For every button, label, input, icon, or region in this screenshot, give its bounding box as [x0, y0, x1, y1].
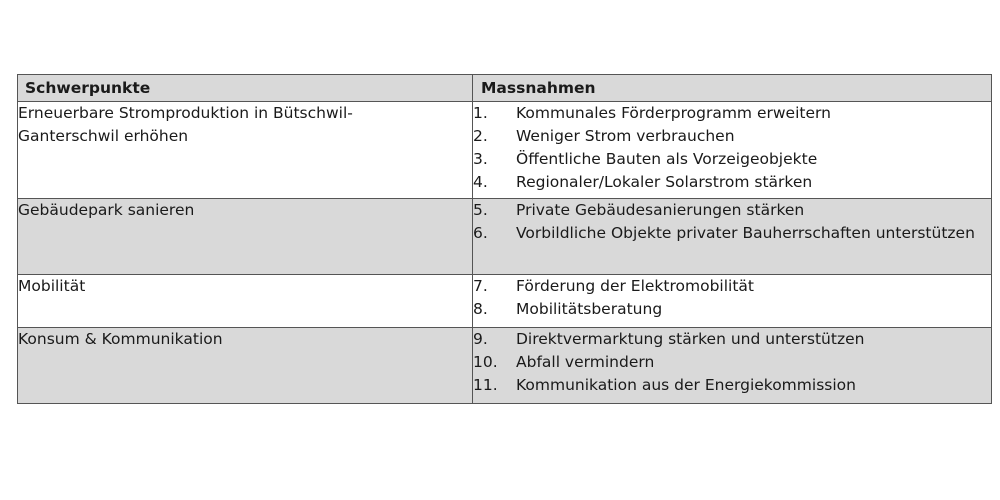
- measure-text: Private Gebäudesanierungen stärken: [516, 201, 805, 219]
- focus-cell: Gebäudepark sanieren: [18, 199, 473, 275]
- measure-number: 5.: [473, 201, 488, 219]
- measure-number: 10.: [473, 353, 498, 371]
- focus-cell: [18, 102, 473, 199]
- measure-text: Öffentliche Bauten als Vorzeigeobjekte: [516, 150, 818, 168]
- measures-cell: [473, 275, 992, 328]
- measure-number: 9.: [473, 330, 488, 348]
- table-row: [18, 102, 992, 199]
- focus-cell: Konsum & Kommunikation: [18, 328, 473, 404]
- measures-cell: [473, 328, 992, 404]
- list-item: [473, 102, 991, 125]
- header-massnahmen: Massnahmen: [473, 75, 992, 102]
- measures-table: [17, 74, 992, 404]
- header-schwerpunkte: Schwerpunkte: [18, 75, 473, 102]
- measure-text: Förderung der Elektromobilität: [516, 277, 754, 295]
- measure-text: Mobilitätsberatung: [516, 300, 663, 318]
- focus-cell: Mobilität: [18, 275, 473, 328]
- focus-line: Erneuerbare Stromproduktion in Bütschwil-: [18, 104, 353, 122]
- measure-text: Regionaler/Lokaler Solarstrom stärken: [516, 173, 813, 191]
- measures-cell: [473, 102, 992, 199]
- measure-number: 3.: [473, 150, 488, 168]
- measure-text: Kommunikation aus der Energiekommission: [516, 376, 856, 394]
- list-item: [473, 328, 991, 351]
- list-item: [473, 351, 991, 374]
- measure-number: 7.: [473, 277, 488, 295]
- measure-text: Kommunales Förderprogramm erweitern: [516, 104, 831, 122]
- list-item: [473, 125, 991, 148]
- measure-text: Vorbildliche Objekte privater Bauherrschaften unterstützen: [516, 224, 975, 242]
- measure-number: 8.: [473, 300, 488, 318]
- measure-text: Weniger Strom verbrauchen: [516, 127, 735, 145]
- table-row: [18, 328, 992, 404]
- focus-line: Ganterschwil erhöhen: [18, 127, 189, 145]
- table-row: [18, 275, 992, 328]
- measures-cell: [473, 199, 992, 275]
- list-item: [473, 298, 991, 321]
- table-header-row: [18, 75, 992, 102]
- list-item: [473, 275, 991, 298]
- list-item: [473, 171, 991, 194]
- measure-number: 2.: [473, 127, 488, 145]
- list-item: [473, 148, 991, 171]
- measure-number: 1.: [473, 104, 488, 122]
- list-item: [473, 374, 991, 397]
- table-row: [18, 199, 992, 275]
- measure-number: 4.: [473, 173, 488, 191]
- measure-number: 11.: [473, 376, 498, 394]
- list-item: [473, 199, 991, 222]
- list-item: [473, 222, 991, 245]
- measure-text: Abfall vermindern: [516, 353, 655, 371]
- measure-text: Direktvermarktung stärken und unterstützen: [516, 330, 865, 348]
- measure-number: 6.: [473, 224, 488, 242]
